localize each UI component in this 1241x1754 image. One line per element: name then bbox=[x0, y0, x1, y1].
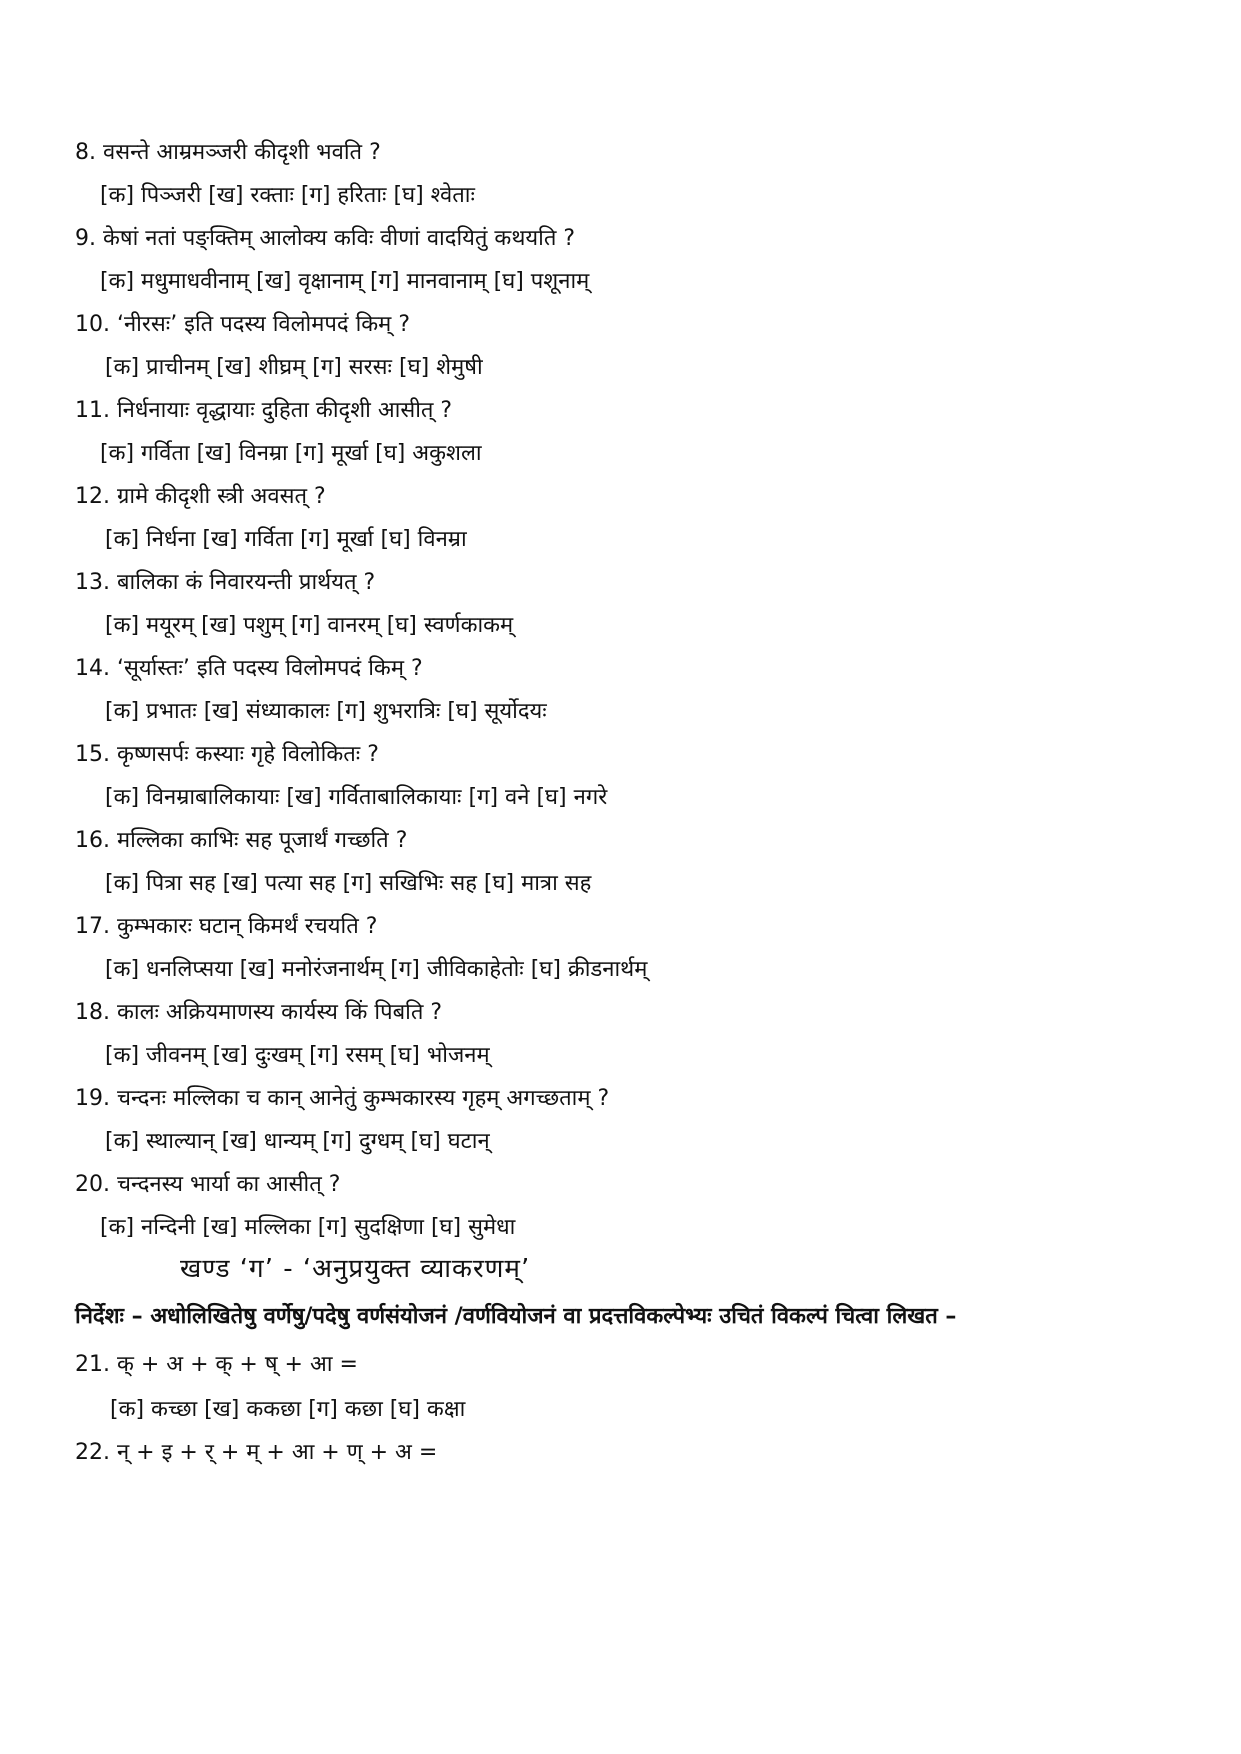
question-8: 8. वसन्ते आम्रमञ्जरी कीदृशी भवति ? bbox=[75, 140, 381, 165]
options-13: [क] मयूरम् [ख] पशुम् [ग] वानरम् [घ] स्वर्णकाकम् bbox=[105, 613, 514, 638]
question-19: 19. चन्दनः मल्लिका च कान् आनेतुं कुम्भकारस्य गृहम् अगच्छताम् ? bbox=[75, 1086, 610, 1111]
question-18: 18. कालः अक्रियमाणस्य कार्यस्य किं पिबति ? bbox=[75, 1000, 443, 1025]
options-19: [क] स्थाल्यान् [ख] धान्यम् [ग] दुग्धम् [घ] घटान् bbox=[105, 1129, 490, 1154]
options-16: [क] पित्रा सह [ख] पत्या सह [ग] सखिभिः सह [घ] मात्रा सह bbox=[105, 871, 592, 896]
question-17: 17. कुम्भकारः घटान् किमर्थं रचयति ? bbox=[75, 914, 378, 939]
question-10: 10. ‘नीरसः’ इति पदस्य विलोमपदं किम् ? bbox=[75, 312, 410, 337]
question-11: 11. निर्धनायाः वृद्धायाः दुहिता कीदृशी आसीत् ? bbox=[75, 398, 453, 423]
section-title: खण्ड ‘ग’ - ‘अनुप्रयुक्त व्याकरणम्’ bbox=[180, 1254, 531, 1284]
options-14: [क] प्रभातः [ख] संध्याकालः [ग] शुभरात्रिः [घ] सूर्योदयः bbox=[105, 699, 547, 724]
question-15: 15. कृष्णसर्पः कस्याः गृहे विलोकितः ? bbox=[75, 742, 379, 767]
options-11: [क] गर्विता [ख] विनम्रा [ग] मूर्खा [घ] अकुशला bbox=[100, 441, 482, 466]
options-18: [क] जीवनम् [ख] दुःखम् [ग] रसम् [घ] भोजनम् bbox=[105, 1043, 490, 1068]
question-20: 20. चन्दनस्य भार्या का आसीत् ? bbox=[75, 1172, 341, 1197]
options-15: [क] विनम्राबालिकायाः [ख] गर्विताबालिकायाः [ग] वने [घ] नगरे bbox=[105, 785, 608, 810]
question-14: 14. ‘सूर्यास्तः’ इति पदस्य विलोमपदं किम् ? bbox=[75, 656, 423, 681]
instruction-text: निर्देशः – अधोलिखितेषु वर्णेषु/पदेषु वर्णसंयोजनं /वर्णवियोजनं वा प्रदत्तविकल्पेभ्यः उचितं विकल्पं चित्वा लिखत – bbox=[75, 1304, 957, 1329]
question-22: 22. न् + इ + र् + म् + आ + ण् + अ = bbox=[75, 1440, 438, 1465]
options-12: [क] निर्धना [ख] गर्विता [ग] मूर्खा [घ] विनम्रा bbox=[105, 527, 467, 552]
options-20: [क] नन्दिनी [ख] मल्लिका [ग] सुदक्षिणा [घ] सुमेधा bbox=[100, 1215, 516, 1240]
question-13: 13. बालिका कं निवारयन्ती प्रार्थयत् ? bbox=[75, 570, 376, 595]
options-9: [क] मधुमाधवीनाम् [ख] वृक्षानाम् [ग] मानवानाम् [घ] पशूनाम् bbox=[100, 269, 590, 294]
options-21: [क] कच्छा [ख] ककछा [ग] कछा [घ] कक्षा bbox=[110, 1397, 466, 1422]
question-16: 16. मल्लिका काभिः सह पूजार्थं गच्छति ? bbox=[75, 828, 408, 853]
options-17: [क] धनलिप्सया [ख] मनोरंजनार्थम् [ग] जीविकाहेतोः [घ] क्रीडनार्थम् bbox=[105, 957, 648, 982]
question-21: 21. क् + अ + क् + ष् + आ = bbox=[75, 1352, 358, 1377]
options-10: [क] प्राचीनम् [ख] शीघ्रम् [ग] सरसः [घ] शेमुषी bbox=[105, 355, 483, 380]
options-8: [क] पिञ्जरी [ख] रक्ताः [ग] हरिताः [घ] श्वेताः bbox=[100, 183, 475, 208]
question-9: 9. केषां नतां पङ्क्तिम् आलोक्य कविः वीणां वादयितुं कथयति ? bbox=[75, 226, 576, 251]
question-12: 12. ग्रामे कीदृशी स्त्री अवसत् ? bbox=[75, 484, 326, 509]
